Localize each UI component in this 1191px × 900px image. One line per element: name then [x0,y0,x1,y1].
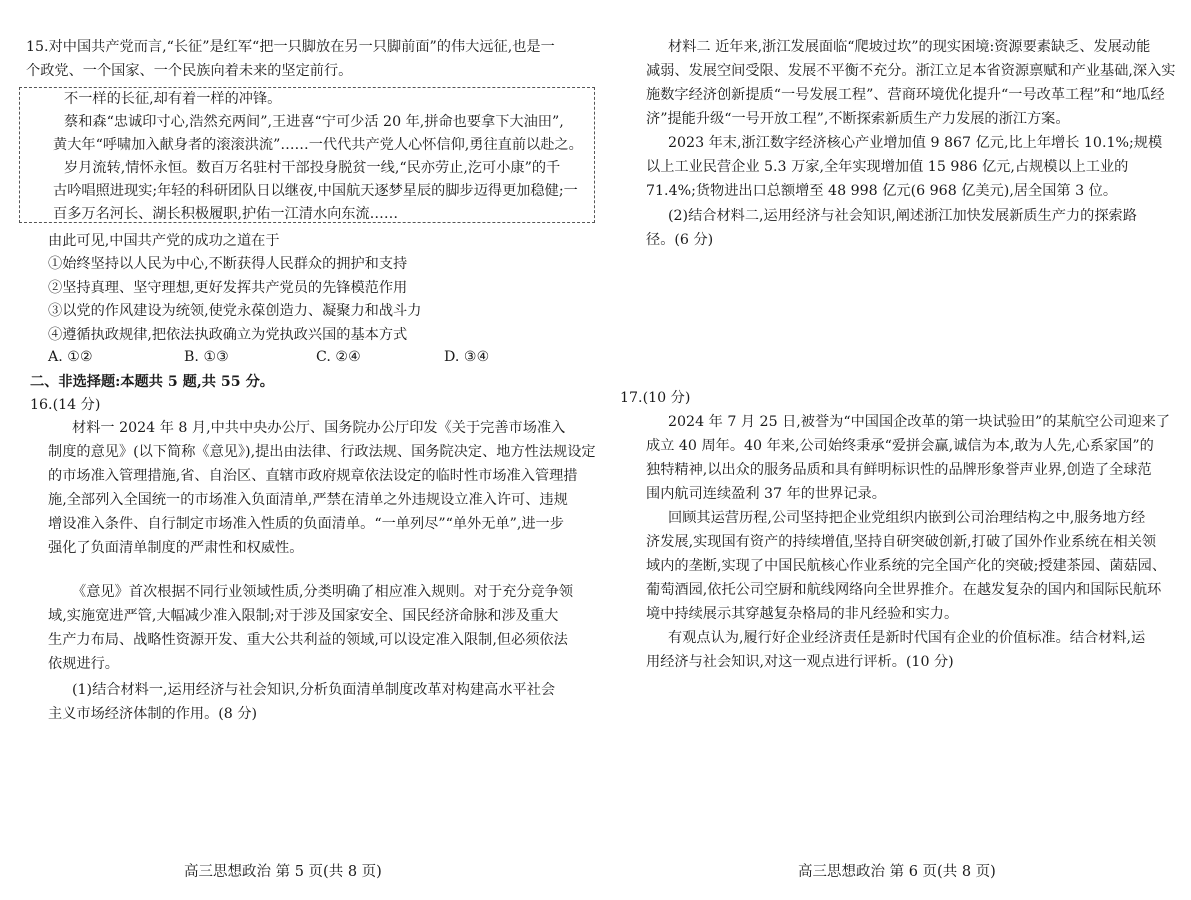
material1-line: 域,实施宽进严管,大幅减少准入限制;对于涉及国家安全、国民经济命脉和涉及重大 [48,608,559,624]
q16-header: 16.(14 分) [30,397,101,413]
material2-line: 2023 年末,浙江数字经济核心产业增加值 9 867 亿元,比上年增长 10.1%;规模 [668,135,1163,151]
q17-line: 有观点认为,履行好企业经济责任是新时代国有企业的价值标准。结合材料,运 [668,630,1146,646]
material1-line: 《意见》首次根据不同行业领域性质,分类明确了相应准入规则。对于充分竞争领 [72,584,574,600]
material2-line: 减弱、发展空间受限、发展不平衡不充分。浙江立足本省资源禀赋和产业基础,深入实 [646,63,1176,79]
option-4: ④遵循执政规律,把依法执政确立为党执政兴国的基本方式 [48,327,408,343]
q17-line: 2024 年 7 月 25 日,被誉为“中国国企改革的第一块试验田”的某航空公司迎来了 [668,414,1171,430]
material2-line: 71.4%;货物进出口总额增至 48 998 亿元(6 968 亿美元),居全国第 3 位。 [646,183,1118,199]
q16-sub2-cont: 径。(6 分) [646,232,714,248]
material1-line: 依规进行。 [48,656,119,672]
q17-header: 17.(10 分) [620,390,691,406]
quote-line: 百多万名河长、湖长积极履职,护佑一江清水向东流…… [53,206,399,222]
choice-b: B. ①③ [184,349,229,365]
q17-line: 域内的垄断,实现了中国民航核心作业系统的完全国产化的突破;授建茶园、菌菇园、 [646,558,1167,574]
q16-sub2: (2)结合材料二,运用经济与社会知识,阐述浙江加快发展新质生产力的探索路 [668,208,1137,224]
q17-line: 独特精神,以出众的服务品质和具有鲜明标识性的品牌形象誉声业界,创造了全球范 [646,462,1152,478]
q17-line: 境中持续展示其穿越复杂格局的非凡经验和实力。 [646,606,959,622]
footer-right: 高三思想政治 第 6 页(共 8 页) [798,864,996,880]
material2-line: 材料二 近年来,浙江发展面临“爬坡过坎”的现实困境:资源要素缺乏、发展动能 [668,39,1151,55]
q17-line: 回顾其运营历程,公司坚持把企业党组织内嵌到公司治理结构之中,服务地方经 [668,510,1146,526]
material1-line: 强化了负面清单制度的严肃性和权威性。 [48,540,304,556]
q15-question: 由此可见,中国共产党的成功之道在于 [48,233,280,249]
q16-sub1: (1)结合材料一,运用经济与社会知识,分析负面清单制度改革对构建高水平社会 [72,682,556,698]
quote-line: 古吟唱照进现实;年轻的科研团队日以继夜,中国航天逐梦星辰的脚步迈得更加稳健;一 [53,183,578,199]
option-1: ①始终坚持以人民为中心,不断获得人民群众的拥护和支持 [48,256,408,272]
section-title: 二、非选择题:本题共 5 题,共 55 分。 [30,374,274,390]
quote-line: 黄大年“呼啸加入献身者的滚滚洪流”……一代代共产党人心怀信仰,勇往直前以赴之。 [53,137,583,153]
q15-stem: 15.对中国共产党而言,“长征”是红军“把一只脚放在另一只脚前面”的伟大远征,也是一 [26,39,555,55]
material1-line: 的市场准入管理措施,省、自治区、直辖市政府规章依法设定的临时性市场准入管理措 [48,468,578,484]
q15-stem-cont: 个政党、一个国家、一个民族向着未来的坚定前行。 [26,63,353,79]
material2-line: 以上工业民营企业 5.3 万家,全年实现增加值 15 986 亿元,占规模以上工业的 [646,159,1129,175]
material2-line: 施数字经济创新提质“一号发展工程”、营商环境优化提升“一号改革工程”和“地瓜经 [646,87,1165,103]
choice-a: A. ①② [48,349,93,365]
choice-c: C. ②④ [316,349,361,365]
material1-line: 施,全部列入全国统一的市场准入负面清单,严禁在清单之外违规设立准入许可、违规 [48,492,568,508]
q17-line: 济发展,实现国有资产的持续增值,坚持自研突破创新,打破了国外作业系统在相关领 [646,534,1157,550]
option-3: ③以党的作风建设为统领,使党永葆创造力、凝聚力和战斗力 [48,303,422,319]
material2-line: 济”提能升级“一号开放工程”,不断探索新质生产力发展的浙江方案。 [646,111,1070,127]
option-2: ②坚持真理、坚守理想,更好发挥共产党员的先锋模范作用 [48,280,408,296]
q16-sub1-cont: 主义市场经济体制的作用。(8 分) [48,706,258,722]
q17-line: 围内航司连续盈利 37 年的世界记录。 [646,486,886,502]
quote-line: 蔡和森“忠诚印寸心,浩然充两间”,王进喜“宁可少活 20 年,拼命也要拿下大油田”, [64,114,564,130]
material1-line: 制度的意见》(以下简称《意见》),提出由法律、行政法规、国务院决定、地方性法规设定 [48,444,596,460]
material1-line: 增设准入条件、自行制定市场准入性质的负面清单。“一单列尽”“单外无单”,进一步 [48,516,564,532]
q17-line: 成立 40 周年。40 年来,公司始终秉承“爱拼会赢,诚信为本,敢为人先,心系家国”的 [646,438,1154,454]
q17-line: 葡萄酒园,依托公司空厨和航线网络向全世界推介。在越发复杂的国内和国际民航环 [646,582,1162,598]
q17-line: 用经济与社会知识,对这一观点进行评析。(10 分) [646,654,954,670]
quote-line: 不一样的长征,却有着一样的冲锋。 [64,91,282,107]
footer-left: 高三思想政治 第 5 页(共 8 页) [184,864,382,880]
material1-line: 材料一 2024 年 8 月,中共中央办公厅、国务院办公厅印发《关于完善市场准入 [72,420,566,436]
quote-line: 岁月流转,情怀永恒。数百万名驻村干部投身脱贫一线,“民亦劳止,汔可小康”的千 [64,160,561,176]
material1-line: 生产力布局、战略性资源开发、重大公共利益的领域,可以设定准入限制,但必须依法 [48,632,568,648]
choice-d: D. ③④ [444,349,490,365]
